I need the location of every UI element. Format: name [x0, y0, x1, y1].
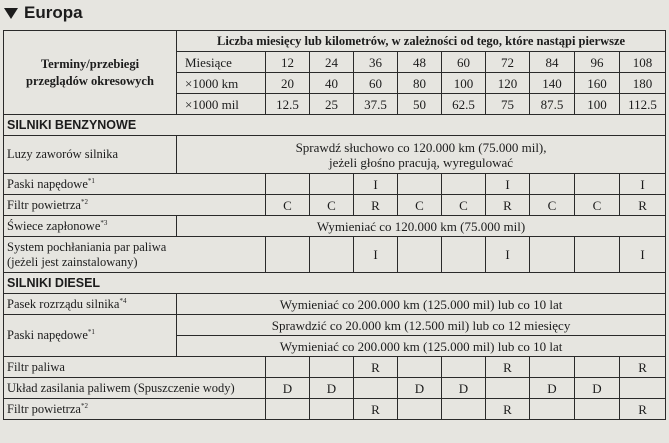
- fuel-filter-cell: R: [486, 357, 530, 378]
- evap-cell: I: [620, 237, 666, 273]
- km-label: ×1000 km: [177, 73, 266, 94]
- km-cell: 120: [486, 73, 530, 94]
- km-cell: 80: [398, 73, 442, 94]
- petrol-air-cell: C: [575, 195, 620, 216]
- petrol-evap-row: [4, 237, 666, 273]
- diesel-air-cell: [266, 399, 310, 420]
- diesel-belts-replace-note: Wymieniać co 200.000 km (125.000 mil) lub co 10 lat: [177, 336, 666, 357]
- diesel-air-cell: R: [620, 399, 666, 420]
- evap-cell: [398, 237, 442, 273]
- petrol-air-cell: R: [620, 195, 666, 216]
- plugs-label: Świece zapłonowe$^{*3}$: [4, 216, 177, 237]
- months-cell: 96: [575, 52, 620, 73]
- petrol-valve-row: [4, 136, 666, 174]
- months-cell: 60: [442, 52, 486, 73]
- row-label-header-line2: przeglądów okresowych: [26, 73, 154, 88]
- petrol-air-row: [4, 195, 666, 216]
- petrol-air-cell: C: [442, 195, 486, 216]
- diesel-belts-label: Paski napędowe$^{*1}$: [4, 315, 177, 357]
- petrol-belts-label: Paski napędowe$^{*1}$: [4, 174, 266, 195]
- valve-note: [177, 136, 666, 174]
- interval-title: Liczba miesięcy lub kilometrów, w zależności od tego, które nastąpi pierwsze: [177, 31, 666, 52]
- fuel-system-cell: [486, 378, 530, 399]
- km-cell: 20: [266, 73, 310, 94]
- fuel-filter-cell: [398, 357, 442, 378]
- region-heading: [4, 0, 83, 26]
- maintenance-schedule-table: [3, 30, 666, 420]
- petrol-belts-cell: [310, 174, 354, 195]
- valve-note-line1: Sprawdź słuchowo co 120.000 km (75.000 mil),: [295, 139, 547, 155]
- region-heading-text: Europa: [24, 3, 83, 22]
- fuel-system-cell: [354, 378, 398, 399]
- diesel-air-row: [4, 399, 666, 420]
- petrol-belts-cell: [530, 174, 575, 195]
- evap-cell: [442, 237, 486, 273]
- months-cell: 12: [266, 52, 310, 73]
- diesel-air-cell: [398, 399, 442, 420]
- fuel-system-cell: D: [398, 378, 442, 399]
- petrol-air-cell: C: [266, 195, 310, 216]
- petrol-air-cell: R: [354, 195, 398, 216]
- petrol-belts-cell: I: [620, 174, 666, 195]
- fuel-filter-label: Filtr paliwa: [4, 357, 266, 378]
- evap-cell: [266, 237, 310, 273]
- evap-cell: I: [486, 237, 530, 273]
- fuel-system-cell: D: [266, 378, 310, 399]
- petrol-section-row: [4, 115, 666, 136]
- diesel-air-cell: R: [486, 399, 530, 420]
- months-cell: 108: [620, 52, 666, 73]
- fuel-filter-cell: [310, 357, 354, 378]
- mil-cell: 25: [310, 94, 354, 115]
- valve-label: Luzy zaworów silnika: [4, 136, 177, 174]
- evap-cell: [530, 237, 575, 273]
- months-cell: 72: [486, 52, 530, 73]
- fuel-system-label: Układ zasilania paliwem (Spuszczenie wody): [4, 378, 266, 399]
- petrol-air-label: Filtr powietrza$^{*2}$: [4, 195, 266, 216]
- petrol-belts-cell: [575, 174, 620, 195]
- km-cell: 40: [310, 73, 354, 94]
- evap-cell: I: [354, 237, 398, 273]
- petrol-belts-row: [4, 174, 666, 195]
- months-label: Miesiące: [177, 52, 266, 73]
- fuel-system-cell: D: [530, 378, 575, 399]
- months-cell: 84: [530, 52, 575, 73]
- fuel-system-cell: D: [310, 378, 354, 399]
- fuel-filter-cell: [442, 357, 486, 378]
- mil-label: ×1000 mil: [177, 94, 266, 115]
- mil-cell: 50: [398, 94, 442, 115]
- diesel-air-cell: [530, 399, 575, 420]
- valve-note-line2: jeżeli głośno pracują, wyregulować: [328, 154, 514, 170]
- triangle-down-icon: [4, 8, 18, 19]
- diesel-timing-row: [4, 294, 666, 315]
- mil-cell: 62.5: [442, 94, 486, 115]
- diesel-belts-check-note: Sprawdzić co 20.000 km (12.500 mil) lub co 12 miesięcy: [177, 315, 666, 336]
- evap-cell: [310, 237, 354, 273]
- petrol-plugs-row: [4, 216, 666, 237]
- km-cell: 180: [620, 73, 666, 94]
- plugs-note: Wymieniać co 120.000 km (75.000 mil): [177, 216, 666, 237]
- fuel-filter-cell: [530, 357, 575, 378]
- diesel-air-cell: [442, 399, 486, 420]
- petrol-air-cell: R: [486, 195, 530, 216]
- petrol-belts-cell: [442, 174, 486, 195]
- months-cell: 48: [398, 52, 442, 73]
- diesel-section-title: SILNIKI DIESEL: [4, 273, 666, 294]
- diesel-air-cell: R: [354, 399, 398, 420]
- evap-cell: [575, 237, 620, 273]
- fuel-system-cell: [620, 378, 666, 399]
- fuel-filter-cell: [266, 357, 310, 378]
- petrol-belts-cell: I: [486, 174, 530, 195]
- row-label-header: [4, 31, 177, 115]
- petrol-air-cell: C: [398, 195, 442, 216]
- petrol-air-cell: C: [310, 195, 354, 216]
- petrol-section-title: SILNIKI BENZYNOWE: [4, 115, 666, 136]
- mil-cell: 100: [575, 94, 620, 115]
- mil-cell: 75: [486, 94, 530, 115]
- fuel-filter-cell: [575, 357, 620, 378]
- diesel-air-cell: [575, 399, 620, 420]
- months-cell: 24: [310, 52, 354, 73]
- km-cell: 100: [442, 73, 486, 94]
- km-cell: 140: [530, 73, 575, 94]
- evap-label: System pochłaniania par paliwa (jeżeli jest zainstalowany): [4, 237, 266, 273]
- mil-cell: 87.5: [530, 94, 575, 115]
- km-cell: 160: [575, 73, 620, 94]
- fuel-filter-cell: R: [354, 357, 398, 378]
- petrol-belts-cell: I: [354, 174, 398, 195]
- diesel-belts-row-1: [4, 315, 666, 336]
- km-cell: 60: [354, 73, 398, 94]
- fuel-system-cell: D: [575, 378, 620, 399]
- diesel-section-row: [4, 273, 666, 294]
- fuel-filter-cell: R: [620, 357, 666, 378]
- petrol-air-cell: C: [530, 195, 575, 216]
- mil-cell: 37.5: [354, 94, 398, 115]
- mil-cell: 12.5: [266, 94, 310, 115]
- timing-label: Pasek rozrządu silnika$^{*4}$: [4, 294, 177, 315]
- fuel-system-cell: D: [442, 378, 486, 399]
- months-cell: 36: [354, 52, 398, 73]
- diesel-fuel-system-row: [4, 378, 666, 399]
- petrol-belts-cell: [398, 174, 442, 195]
- diesel-fuel-filter-row: [4, 357, 666, 378]
- petrol-belts-cell: [266, 174, 310, 195]
- header-row-title: [4, 31, 666, 52]
- diesel-air-label: Filtr powietrza$^{*2}$: [4, 399, 266, 420]
- row-label-header-line1: Terminy/przebiegi: [40, 56, 140, 71]
- diesel-air-cell: [310, 399, 354, 420]
- mil-cell: 112.5: [620, 94, 666, 115]
- timing-note: Wymieniać co 200.000 km (125.000 mil) lub co 10 lat: [177, 294, 666, 315]
